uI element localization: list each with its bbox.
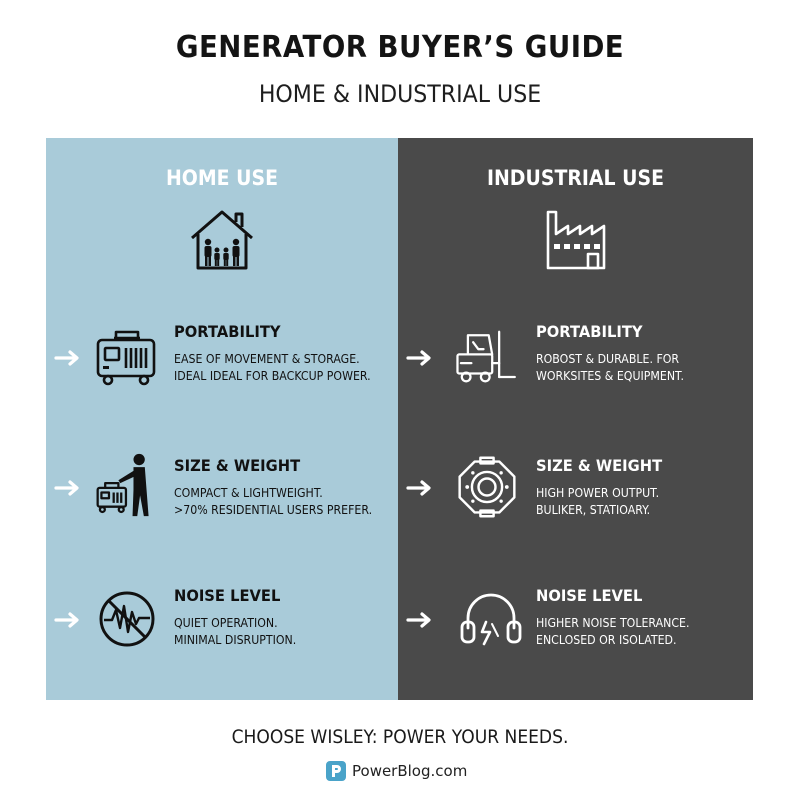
home-use-title: HOME USE (165, 166, 279, 190)
home-size-weight-heading: SIZE & WEIGHT (174, 456, 301, 475)
industrial-noise-text: HIGHER NOISE TOLERANCE. ENCLOSED OR ISOLATED. (536, 615, 690, 647)
home-use-panel (46, 138, 398, 700)
brand-link[interactable] (326, 760, 467, 782)
home-portability-text: EASE OF MOVEMENT & STORAGE. IDEAL IDEAL FOR BACKCUP POWER. (174, 351, 371, 383)
home-size-weight-text: COMPACT & LIGHTWEIGHT. >70% RESIDENTIAL USERS PREFER. (174, 485, 373, 517)
house-family-icon (188, 206, 256, 272)
page-subtitle: HOME & INDUSTRIAL USE (258, 80, 542, 108)
industrial-generator-icon (454, 454, 520, 520)
page-title: GENERATOR BUYER’S GUIDE (175, 30, 625, 65)
industrial-use-panel (398, 138, 753, 700)
home-noise-text: QUIET OPERATION. MINIMAL DISRUPTION. (174, 615, 297, 647)
industrial-size-weight-text: HIGH POWER OUTPUT. BULIKER, STATIOARY. (536, 485, 660, 517)
industrial-portability-text: ROBOST & DURABLE. FOR WORKSITES & EQUIPMENT. (536, 351, 684, 383)
arrow-right-icon (406, 348, 436, 368)
powerblog-logo-icon (326, 761, 346, 781)
industrial-portability-heading: PORTABILITY (536, 322, 643, 341)
industrial-use-title: INDUSTRIAL USE (486, 166, 665, 190)
footer-tagline: CHOOSE WISLEY: POWER YOUR NEEDS. (231, 726, 569, 748)
industrial-noise-heading: NOISE LEVEL (536, 586, 643, 605)
home-noise-heading: NOISE LEVEL (174, 586, 281, 605)
arrow-right-icon (54, 348, 84, 368)
forklift-icon (454, 324, 520, 390)
factory-icon (544, 206, 608, 272)
portable-generator-icon (94, 326, 160, 392)
person-generator-icon (92, 452, 158, 518)
industrial-size-weight-heading: SIZE & WEIGHT (536, 456, 663, 475)
no-noise-icon (94, 586, 160, 652)
home-portability-heading: PORTABILITY (174, 322, 281, 341)
arrow-right-icon (406, 478, 436, 498)
arrow-right-icon (54, 610, 84, 630)
brand-name: PowerBlog.com (352, 762, 468, 780)
ear-protection-icon (458, 588, 524, 654)
arrow-right-icon (406, 610, 436, 630)
arrow-right-icon (54, 478, 84, 498)
